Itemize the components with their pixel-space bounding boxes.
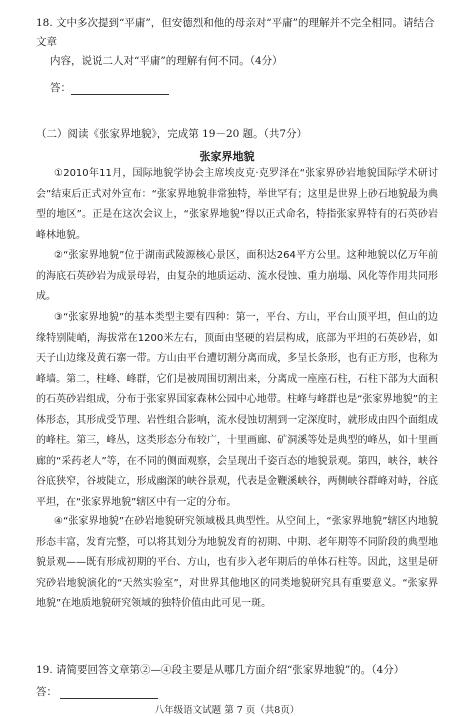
article-title: 张家界地貌 [199, 150, 255, 163]
page-footer: 八年级语文试题 第 7 页（共8页） [154, 705, 300, 716]
paragraph-2: ②“张家界地貌”位于湖南武陵源核心景区，面积达264平方公里。这种地貌以亿万年前的海底石英砂岩为成景母岩，由复杂的地质运动、流水侵蚀、重力崩塌、风化等作用共同形成。 [36, 250, 438, 302]
question-18-line-1: 18. 文中多次提到“平庸”，但安德烈和他的母亲对“平庸”的理解并不完全相同。请结合文章 [36, 17, 435, 48]
question-18-line-2: 内容，说说二人对“平庸”的理解有何不同。（4分） [50, 55, 283, 67]
answer-label: 答： [36, 686, 57, 698]
answer-blank[interactable] [60, 686, 158, 699]
section-heading: （二）阅读《张家界地貌》，完成第 19－20 题。（共7分） [36, 128, 308, 140]
paragraph-1: ①2010年11月，国际地貌学协会主席埃皮克·克罗泽在“张家界砂岩地貌国际学术研讨会”结束后正式对外宣布：“张家界地貌非常独特，举世罕有；这里是世界上砂石地貌最为典型的地区”。正是在这次会议上，“张家界地貌”得以正式命名，特指张家界特有的石英砂岩峰林地貌。 [36, 168, 438, 241]
question-18-answer [50, 80, 169, 95]
question-19: 19. 请简要回答文章第②—④段主要是从哪几方面介绍“张家界地貌”的。（4分） [36, 664, 405, 676]
answer-label: 答： [50, 82, 71, 94]
answer-blank[interactable] [71, 82, 169, 95]
paragraph-3: ③“张家界地貌”的基本类型主要有四种：第一，平台、方山，平台山顶平坦，但山的边缘特别陡峭，海拔常在1200米左右，顶面由坚硬的岩层构成，底部为平坦的石英砂岩，如天子山边缘及黄石寨一带。方山由平台遭切割分离而成，多呈长条形，也有正方形，也称为峰墙。第二，柱峰、峰群，它们是被周围切割出来，分离成一座座石柱，石柱下部为大面积的石英砂岩组成，分布于张家界国家森林公园中心地带。柱峰与峰群也是“张家界地貌”的主体形态，其形成受节理、岩性组合影响，流水侵蚀切割到一定深度时，就形成由四个面组成的峰柱。第三，峰丛，这类形态分布较广，十里画廊、矿洞溪等处是典型的峰丛，如十里画廊的“采药老人”等，在不同的侧面观察，会呈现出千姿百态的地貌景观。第四，峡谷，峡谷谷底狭窄，谷坡陡立，形成幽深的峡谷景观，代表是金鞭溪峡谷，两侧峡谷群峰对峙，谷底平坦，在“张家界地貌”辖区中有一定的分布。 [36, 312, 438, 508]
paragraph-4: ④“张家界地貌”在砂岩地貌研究领域极具典型性。从空间上，“张家界地貌”辖区内地貌形态丰富，发育完整，可以将其划分为地貌发育的初期、中期、老年期等不同阶段的典型地貌景观——既有形成初期的平台、方山，也有步入老年期后的单体石柱等。因此，这里是研究砂岩地貌演化的“天然实验室”，对世界其他地区的同类地貌研究具有重要意义。“张家界地貌”在地质地貌研究领域的独特价值由此可见一斑。 [36, 516, 438, 609]
question-18 [36, 14, 436, 71]
question-19-answer [36, 684, 158, 699]
